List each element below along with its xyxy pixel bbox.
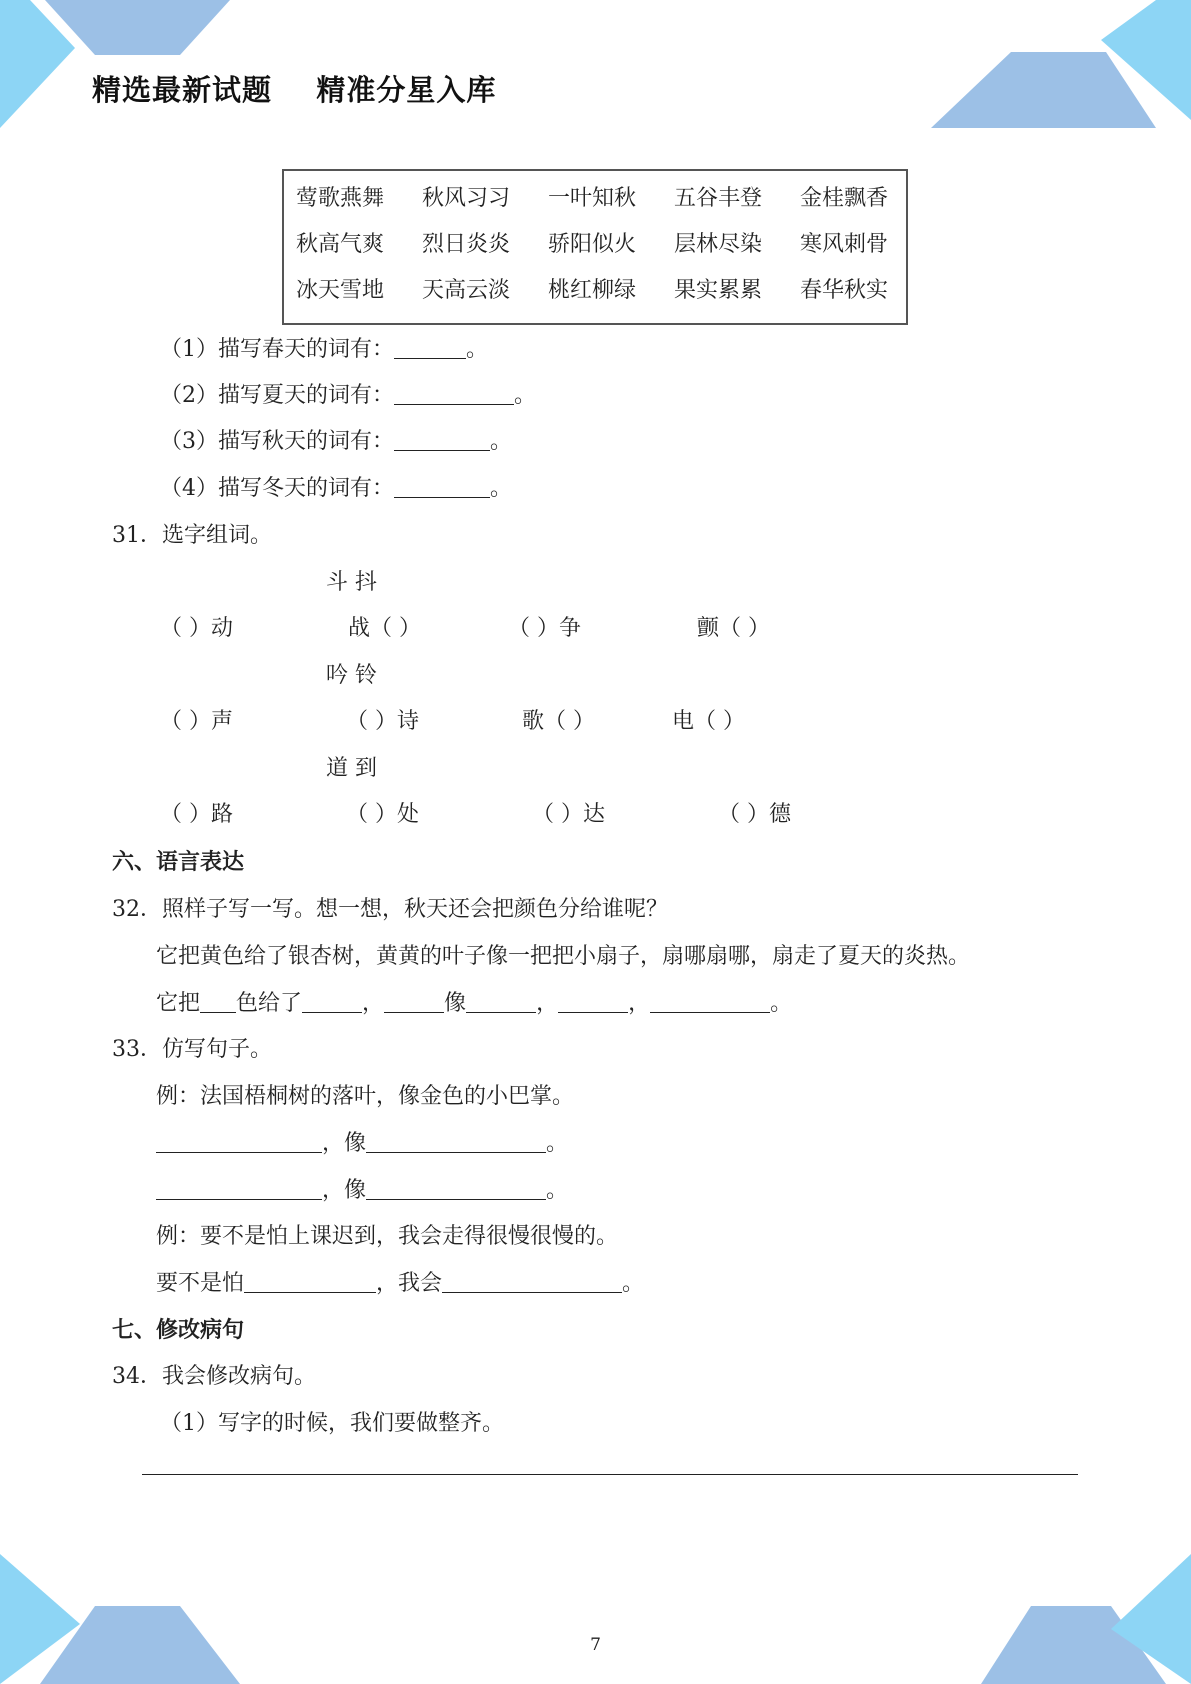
word-item: 层林尽染 bbox=[674, 232, 763, 257]
q32-title: 32．照样子写一写。想一想，秋天还会把颜色分给谁呢？ bbox=[112, 897, 668, 922]
top-right-decoration bbox=[931, 0, 1191, 130]
answer-blank[interactable] bbox=[394, 475, 490, 498]
q30-item-4 bbox=[160, 471, 512, 502]
fill-text: ， bbox=[362, 991, 385, 1016]
q31-cell[interactable]: （ ）处 bbox=[346, 802, 419, 827]
page-number: 7 bbox=[590, 1635, 601, 1655]
fill-text: 它把 bbox=[156, 991, 201, 1016]
top-left-decoration bbox=[0, 0, 240, 130]
q30-item-2 bbox=[160, 378, 536, 409]
word-item: 春华秋实 bbox=[800, 278, 889, 303]
q30-item-text: （1）描写春天的词有： bbox=[160, 337, 394, 362]
q34-title: 34．我会修改病句。 bbox=[112, 1364, 316, 1389]
section-seven-heading: 七、修改病句 bbox=[112, 1318, 245, 1343]
q32-example: 它把黄色给了银杏树，黄黄的叶子像一把把小扇子，扇哪扇哪，扇走了夏天的炎热。 bbox=[156, 944, 971, 969]
q32-fill-line bbox=[156, 986, 792, 1017]
fill-text: ，我会 bbox=[376, 1271, 443, 1296]
word-item: 一叶知秋 bbox=[548, 186, 637, 211]
answer-blank[interactable] bbox=[394, 428, 490, 451]
word-item: 秋高气爽 bbox=[296, 232, 385, 257]
fill-text: ，像 bbox=[322, 1178, 367, 1203]
word-item: 秋风习习 bbox=[422, 186, 511, 211]
answer-blank[interactable] bbox=[200, 990, 236, 1013]
q31-chars: 斗 抖 bbox=[326, 570, 377, 595]
fill-text: 。 bbox=[546, 1178, 569, 1203]
answer-blank[interactable] bbox=[156, 1130, 322, 1153]
q31-cell[interactable]: （ ）德 bbox=[718, 802, 791, 827]
q31-cell[interactable]: （ ）争 bbox=[508, 616, 581, 641]
fill-text: 。 bbox=[546, 1131, 569, 1156]
q31-cell[interactable]: （ ）声 bbox=[160, 709, 233, 734]
answer-blank[interactable] bbox=[244, 1270, 376, 1293]
q31-chars: 道 到 bbox=[326, 756, 377, 781]
answer-blank[interactable] bbox=[366, 1130, 546, 1153]
fill-text: ，像 bbox=[322, 1131, 367, 1156]
q30-item-end: 。 bbox=[514, 383, 537, 408]
fill-text: 。 bbox=[770, 991, 793, 1016]
answer-blank[interactable] bbox=[466, 990, 536, 1013]
q30-item-end: 。 bbox=[466, 337, 489, 362]
section-six-heading: 六、语言表达 bbox=[112, 850, 245, 875]
q31-cell[interactable]: （ ）动 bbox=[160, 616, 233, 641]
answer-blank[interactable] bbox=[302, 990, 362, 1013]
q30-item-text: （4）描写冬天的词有： bbox=[160, 476, 394, 501]
q33-example-2: 例：要不是怕上课迟到，我会走得很慢很慢的。 bbox=[156, 1224, 619, 1249]
fill-text: ， bbox=[536, 991, 559, 1016]
q33-fill-line bbox=[156, 1173, 568, 1204]
fill-text: ， bbox=[628, 991, 651, 1016]
q31-cell[interactable]: （ ）路 bbox=[160, 802, 233, 827]
q31-cell[interactable]: （ ）达 bbox=[532, 802, 605, 827]
fill-text: 色给了 bbox=[236, 991, 303, 1016]
q31-title: 31．选字组词。 bbox=[112, 523, 272, 548]
answer-blank[interactable] bbox=[650, 990, 770, 1013]
word-item: 果实累累 bbox=[674, 278, 763, 303]
q31-chars: 吟 铃 bbox=[326, 663, 377, 688]
answer-blank[interactable] bbox=[394, 382, 514, 405]
q33-example-1: 例：法国梧桐树的落叶，像金色的小巴掌。 bbox=[156, 1084, 575, 1109]
fill-text: 要不是怕 bbox=[156, 1271, 245, 1296]
q33-fill-line-2 bbox=[156, 1266, 644, 1297]
q31-cell[interactable]: 战（ ） bbox=[348, 616, 421, 641]
q30-item-end: 。 bbox=[490, 476, 513, 501]
word-item: 冰天雪地 bbox=[296, 278, 385, 303]
word-item: 寒风刺骨 bbox=[800, 232, 889, 257]
q30-item-text: （2）描写夏天的词有： bbox=[160, 383, 394, 408]
q31-cell[interactable]: 颤（ ） bbox=[697, 616, 770, 641]
bottom-right-decoration bbox=[961, 1544, 1191, 1684]
word-item: 金桂飘香 bbox=[800, 186, 889, 211]
word-item: 骄阳似火 bbox=[548, 232, 637, 257]
answer-blank[interactable] bbox=[442, 1270, 622, 1293]
answer-blank[interactable] bbox=[558, 990, 628, 1013]
word-item: 天高云淡 bbox=[422, 278, 511, 303]
q33-fill-line bbox=[156, 1126, 568, 1157]
answer-blank[interactable] bbox=[384, 990, 444, 1013]
q30-item-3 bbox=[160, 424, 512, 455]
bottom-left-decoration bbox=[0, 1544, 250, 1684]
fill-text: 像 bbox=[444, 991, 467, 1016]
q31-cell[interactable]: 电（ ） bbox=[672, 709, 745, 734]
q34-item-1: （1）写字的时候，我们要做整齐。 bbox=[160, 1411, 504, 1436]
q31-cell[interactable]: （ ）诗 bbox=[346, 709, 419, 734]
word-item: 五谷丰登 bbox=[674, 186, 763, 211]
fill-text: 。 bbox=[622, 1271, 645, 1296]
q30-item-1 bbox=[160, 332, 488, 363]
answer-blank[interactable] bbox=[366, 1177, 546, 1200]
q30-item-text: （3）描写秋天的词有： bbox=[160, 429, 394, 454]
answer-line[interactable] bbox=[142, 1474, 1078, 1475]
answer-blank[interactable] bbox=[156, 1177, 322, 1200]
answer-blank[interactable] bbox=[394, 336, 466, 359]
word-item: 莺歌燕舞 bbox=[296, 186, 385, 211]
q30-item-end: 。 bbox=[490, 429, 513, 454]
header-title: 精选最新试题 精准分星入库 bbox=[92, 73, 497, 107]
word-box bbox=[282, 169, 908, 325]
word-item: 烈日炎炎 bbox=[422, 232, 511, 257]
q33-title: 33．仿写句子。 bbox=[112, 1037, 272, 1062]
q31-cell[interactable]: 歌（ ） bbox=[522, 709, 595, 734]
word-item: 桃红柳绿 bbox=[548, 278, 637, 303]
